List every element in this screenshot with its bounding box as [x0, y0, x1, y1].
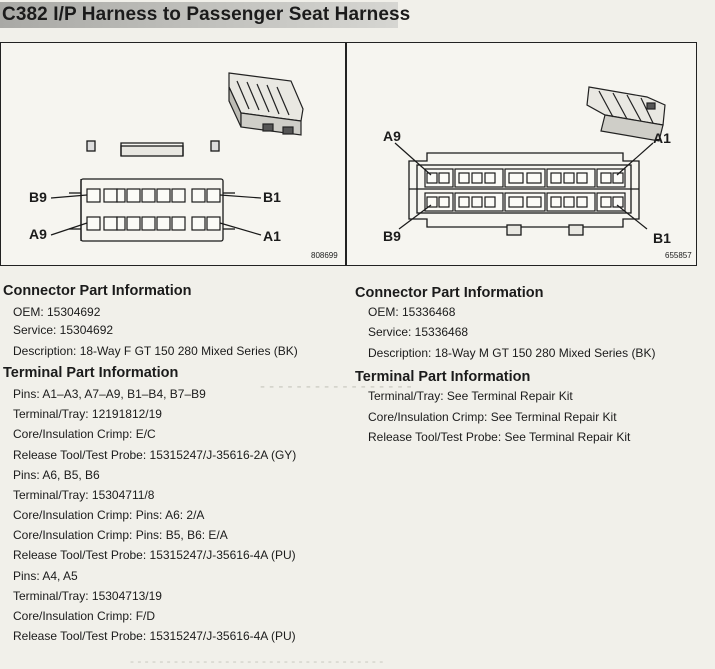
right-connector-service: Service: 15336468 — [368, 325, 469, 339]
pin-label-a9: A9 — [29, 226, 47, 242]
left-terminal-heading: Terminal Part Information — [3, 365, 179, 381]
left-connector-description: Description: 18-Way F GT 150 280 Mixed Series (BK) — [13, 344, 298, 358]
right-connector-heading: Connector Part Information — [355, 285, 544, 301]
left-terminal-line: Release Tool/Test Probe: 15315247/J-35616-4A (PU) — [13, 629, 296, 643]
male-connector-figure — [347, 43, 696, 265]
pin-label-a9: A9 — [383, 128, 401, 144]
left-terminal-line: Release Tool/Test Probe: 15315247/J-35616-2A (GY) — [13, 448, 297, 462]
left-terminal-line: Core/Insulation Crimp: E/C — [13, 427, 156, 441]
female-connector-figure — [1, 43, 345, 265]
left-terminal-line: Terminal/Tray: 12191812/19 — [13, 407, 162, 421]
left-terminal-line: Pins: A6, B5, B6 — [13, 468, 100, 482]
figure-id: 655857 — [665, 251, 692, 260]
page-title: C382 I/P Harness to Passenger Seat Harness — [2, 4, 411, 25]
left-terminal-line: Core/Insulation Crimp: Pins: A6: 2/A — [13, 508, 205, 522]
left-terminal-line: Core/Insulation Crimp: Pins: B5, B6: E/A — [13, 528, 228, 542]
pin-label-a1: A1 — [653, 130, 671, 146]
connector-thumbnail — [229, 73, 303, 135]
pin-label-a1: A1 — [263, 228, 281, 244]
left-terminal-line: Terminal/Tray: 15304711/8 — [13, 488, 155, 502]
bleed-through-text: - - - - - - - - - - - - - - - - - — [260, 378, 412, 395]
right-connector-oem: OEM: 15336468 — [368, 305, 456, 319]
left-terminal-line: Pins: A4, A5 — [13, 569, 78, 583]
pin-label-b1: B1 — [653, 230, 671, 246]
left-terminal-line: Terminal/Tray: 15304713/19 — [13, 589, 162, 603]
pin-label-b1: B1 — [263, 189, 281, 205]
left-connector-heading: Connector Part Information — [3, 283, 192, 299]
right-terminal-heading: Terminal Part Information — [355, 369, 531, 385]
right-terminal-line: Terminal/Tray: See Terminal Repair Kit — [368, 389, 573, 403]
pin-label-b9: B9 — [29, 189, 47, 205]
left-connector-oem: OEM: 15304692 — [13, 305, 101, 319]
left-terminal-line: Pins: A1–A3, A7–A9, B1–B4, B7–B9 — [13, 387, 206, 401]
right-terminal-line: Release Tool/Test Probe: See Terminal Repair Kit — [368, 430, 631, 444]
bleed-through-text: - - - - - - - - - - - - - - - - - - - - - - - - - - - - - - - - - - - — [130, 654, 384, 668]
right-terminal-line: Core/Insulation Crimp: See Terminal Repair Kit — [368, 410, 617, 424]
figure-id: 808699 — [311, 251, 338, 260]
left-connector-service: Service: 15304692 — [13, 323, 114, 337]
pin-label-b9: B9 — [383, 228, 401, 244]
left-terminal-line: Core/Insulation Crimp: F/D — [13, 609, 156, 623]
left-terminal-line: Release Tool/Test Probe: 15315247/J-35616-4A (PU) — [13, 548, 296, 562]
female-connector-drawing — [1, 43, 345, 265]
right-connector-description: Description: 18-Way M GT 150 280 Mixed Series (BK) — [368, 346, 656, 360]
